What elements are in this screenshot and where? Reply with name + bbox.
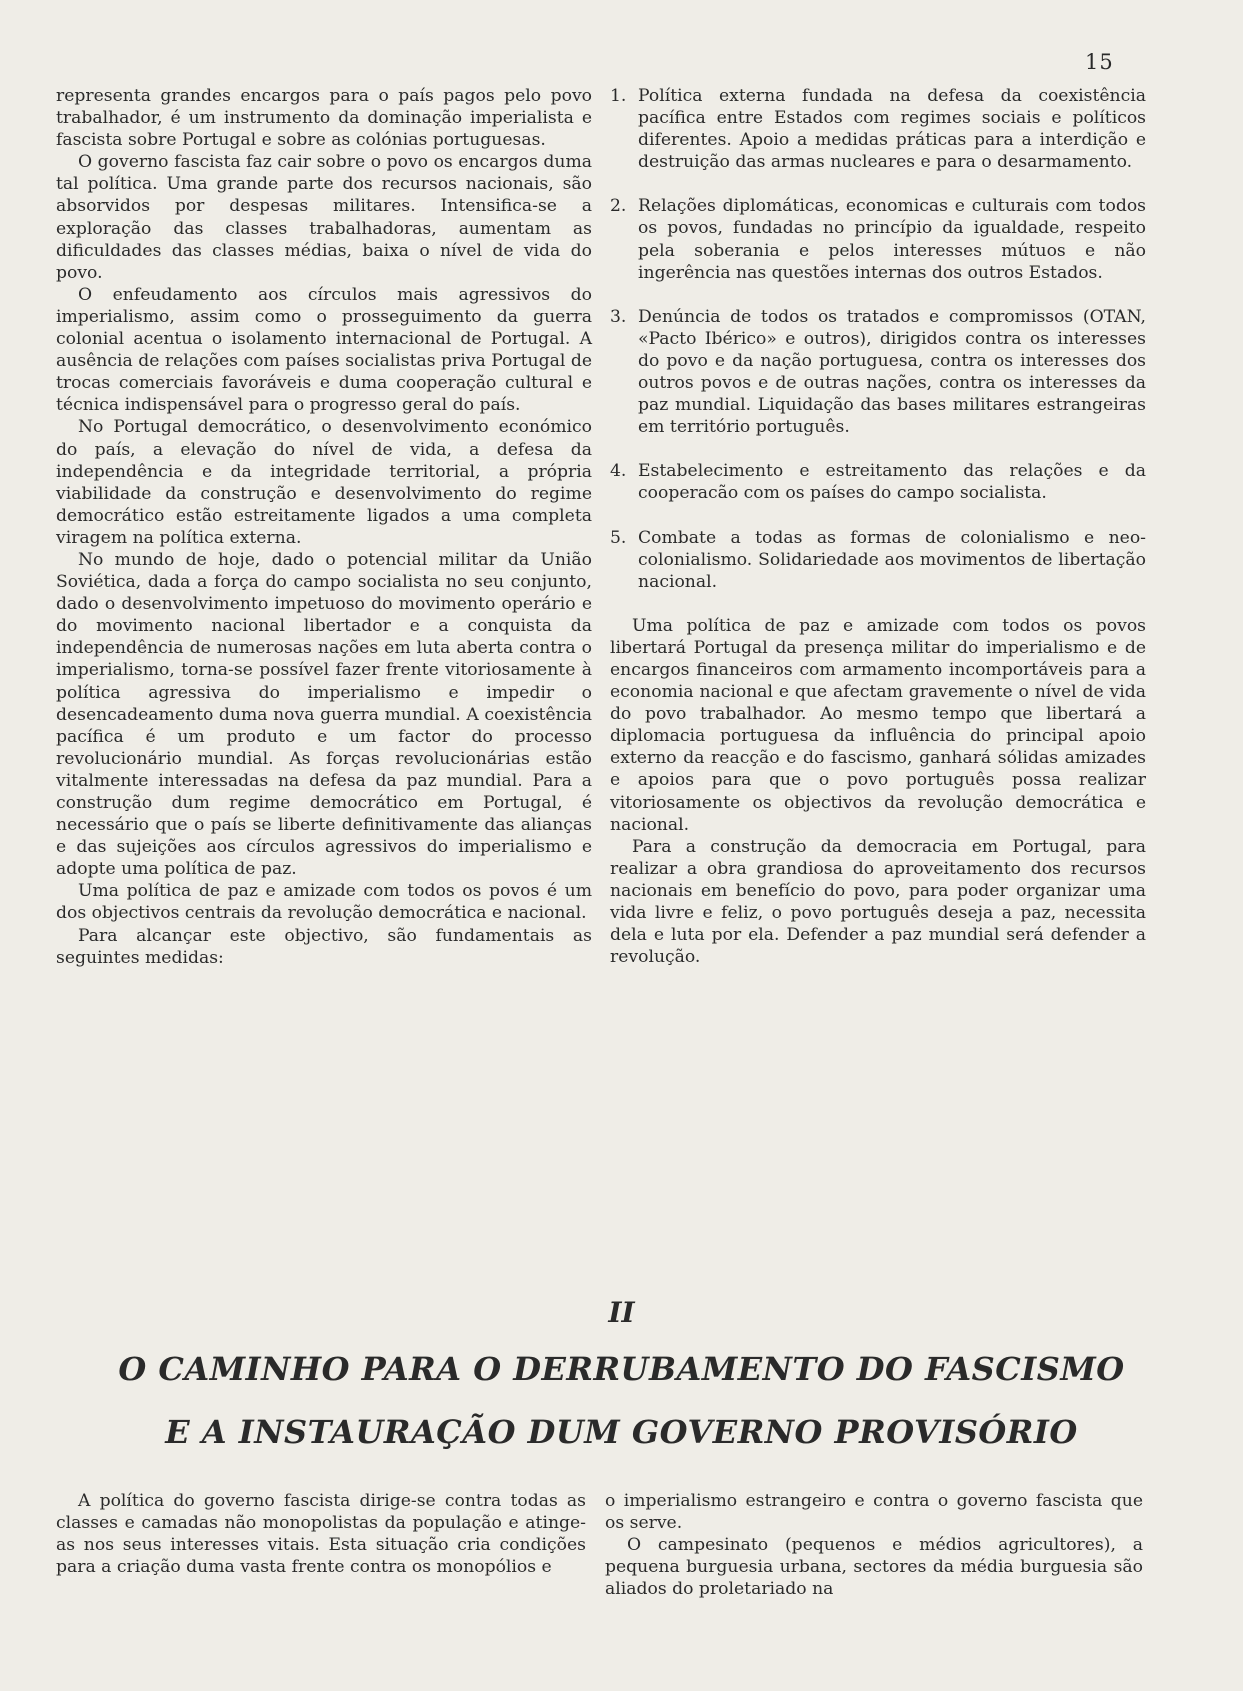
section-title-line-1: O CAMINHO PARA O DERRUBAMENTO DO FASCISMO <box>118 1350 1125 1388</box>
measure-number: 1. <box>610 86 627 106</box>
measure-number: 5. <box>610 527 627 548</box>
section-numeral: II <box>608 1296 635 1329</box>
paragraph: O campesinato (pequenos e médios agricultores), a pequena burguesia urbana, sectores da média burguesia são aliados do proletariado na <box>605 1535 1143 1600</box>
measures-list <box>610 85 1146 593</box>
section-title-line-2: E A INSTAURAÇÃO DUM GOVERNO PROVISÓRIO <box>165 1413 1078 1451</box>
paragraph: O governo fascista faz cair sobre o povo os encargos duma tal política. Uma grande parte dos recursos nacionais, são absorvidos por despesas militares. Intensifica-se a exploração das classes trabalhadoras, aumentam as dificuldades das classes médias, baixa o nível de vida do povo. <box>56 152 592 283</box>
measure-text: Estabelecimento e estreitamento das relações e da cooperacão com os países do campo socialista. <box>638 461 1146 504</box>
paragraph: A política do governo fascista dirige-se contra todas as classes e camadas não monopolistas da população e atinge-as nos seus interesses vitais. Esta situação cria condições para a criação duma vasta frente contra os monopólios e <box>56 1491 586 1578</box>
paragraph: Uma política de paz e amizade com todos os povos libertará Portugal da presença militar do imperialismo e de encargos financeiros com armamento incomportáveis para a economia nacional e que afectam gravemente o nível de vida do povo trabalhador. Ao mesmo tempo que libertará a diplomacia portuguesa da influência do principal apoio externo da reacção e do fascismo, ganhará sólidas amizades e apoios para que o povo português possa realizar vitoriosamente os objectivos da revolução democrática e nacional. <box>610 615 1146 835</box>
measure-text: Relações diplomáticas, economicas e culturais com todos os povos, fundadas no princípio da igualdade, respeito pela soberania e pelos interesses mútuos e não ingerência nas questões internas dos outros Estados. <box>638 196 1146 283</box>
measure-item <box>610 85 1146 173</box>
paragraph: representa grandes encargos para o país pagos pelo povo trabalhador, é um instrumento da dominação imperialista e fascista sobre Portugal e sobre as colónias portuguesas. <box>56 86 592 151</box>
paragraph: o imperialismo estrangeiro e contra o governo fascista que os serve. <box>605 1491 1143 1534</box>
bottom-left-column <box>56 1490 586 1578</box>
measure-item <box>610 195 1146 283</box>
measure-text: Denúncia de todos os tratados e compromissos (OTAN, «Pacto Ibérico» e outros), dirigidos contra os interesses do povo e da nação portuguesa, contra os interesses dos outros povos e de outras nações, contra os interesses da paz mundial. Liquidação das bases militares estrangeiras em território português. <box>638 306 1146 438</box>
measure-number: 3. <box>610 306 627 327</box>
paragraph: No Portugal democrático, o desenvolvimento económico do país, a elevação do nível de vida, a defesa da independência e da integridade territorial, a própria viabilidade da construção e desenvolvimento do regime democrático estão estreitamente ligados a uma completa viragem na política externa. <box>56 417 592 548</box>
measure-text: Combate a todas as formas de colonialismo e neo-colonialismo. Solidariedade aos movimentos de libertação nacional. <box>638 527 1146 592</box>
measure-item <box>610 306 1146 439</box>
measure-text: Política externa fundada na defesa da coexistência pacífica entre Estados com regimes sociais e políticos diferentes. Apoio a medidas práticas para a interdição e destruição das armas nucleares e para o desarmamento. <box>638 86 1146 173</box>
measure-number: 2. <box>610 196 627 217</box>
measure-item <box>610 527 1146 593</box>
page-number: 15 <box>1085 50 1114 74</box>
paragraph: Uma política de paz e amizade com todos os povos é um dos objectivos centrais da revolução democrática e nacional. <box>56 881 592 924</box>
right-column <box>610 85 1146 968</box>
bottom-right-column <box>605 1490 1143 1600</box>
left-column <box>56 85 592 969</box>
measure-number: 4. <box>610 461 627 482</box>
paragraph: No mundo de hoje, dado o potencial militar da União Soviética, dada a força do campo socialista no seu conjunto, dado o desenvolvimento impetuoso do movimento operário e do movimento nacional libertador e a conquista da independência de numerosas nações em luta aberta contra o imperialismo, torna-se possível fazer frente vitoriosamente à política agressiva do imperialismo e impedir o desencadeamento duma nova guerra mundial. A coexistência pacífica é um produto e um factor do processo revolucionário mundial. As forças revolucionárias estão vitalmente interessadas na defesa da paz mundial. Para a construção dum regime democrático em Portugal, é necessário que o país se liberte definitivamente das alianças e das sujeições aos círculos agressivos do imperialismo e adopte uma política de paz. <box>56 549 592 880</box>
paragraph: Para alcançar este objectivo, são fundamentais as seguintes medidas: <box>56 925 592 968</box>
paragraph: O enfeudamento aos círculos mais agressivos do imperialismo, assim como o prosseguimento da guerra colonial acentua o isolamento internacional de Portugal. A ausência de relações com países socialistas priva Portugal de trocas comerciais favoráveis e duma cooperação cultural e técnica indispensável para o progresso geral do país. <box>56 284 592 416</box>
measure-item <box>610 460 1146 504</box>
paragraph: Para a construção da democracia em Portugal, para realizar a obra grandiosa do aproveitamento dos recursos nacionais em benefício do povo, para poder organizar uma vida livre e feliz, o povo português deseja a paz, necessita dela e luta por ela. Defender a paz mundial será defender a revolução. <box>610 836 1146 968</box>
